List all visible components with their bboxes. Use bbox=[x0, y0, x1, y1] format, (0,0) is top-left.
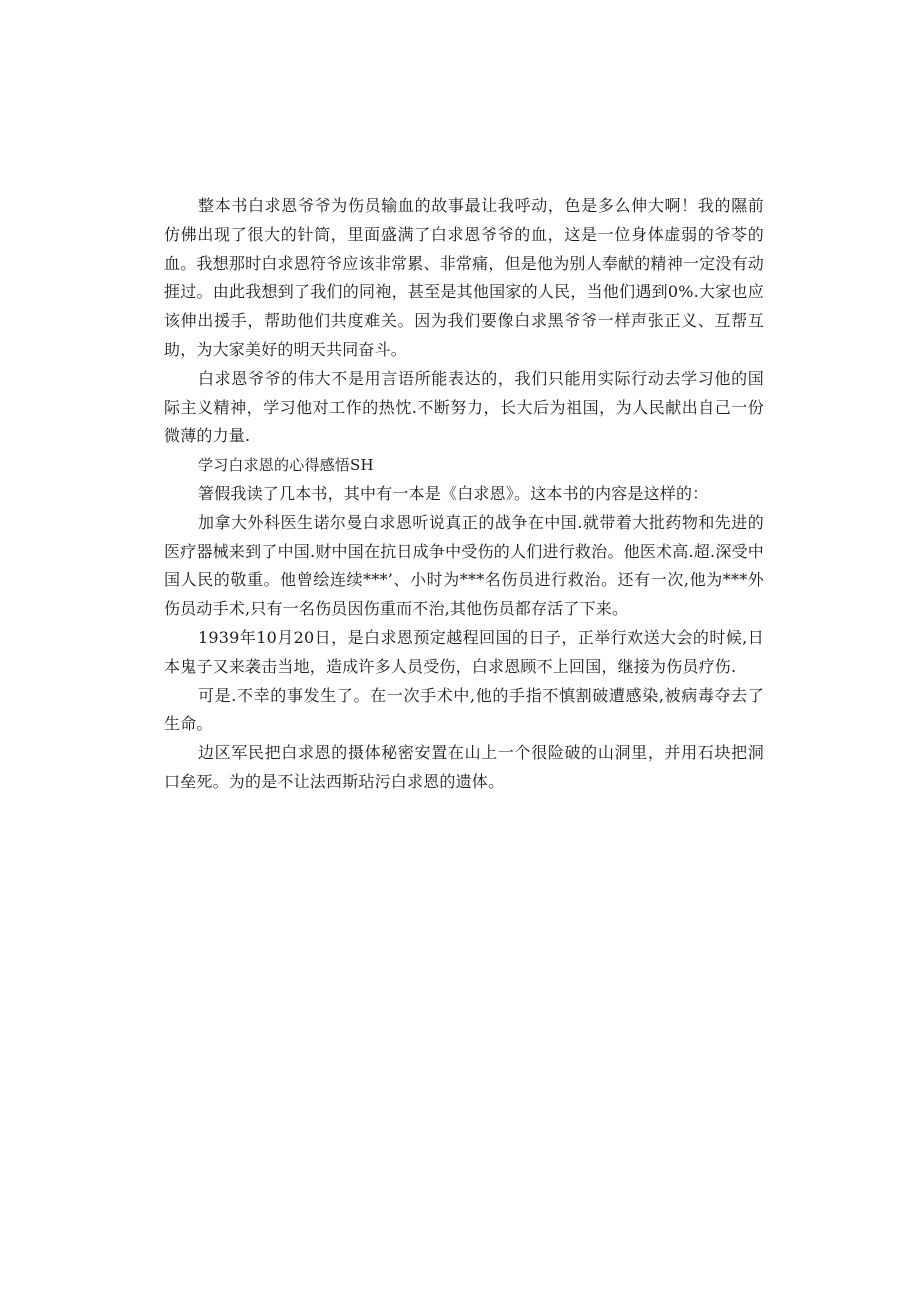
paragraph-blood-transfusion-story: 整本书白求恩爷爷为伤员输血的故事最让我呼动，色是多么伸大啊！我的隰前仿佛出现了很大的针筒，里面盛满了白求恩爷爷的血，这是一位身体虚弱的爷苓的血。我想那时白求恩符爷应该非常累、非常痛，但是他为别人奉献的精神一定没有动捱过。由此我想到了我们的同袍，甚至是其他国家的人民，当他们遇到0%.大家也应该伸出援手，帮助他们共度难关。因为我们要像白求黑爷爷一样声张正义、互帮互助，为大家美好的明天共同奋斗。 bbox=[164, 196, 764, 359]
paragraph-burial: 边区军民把白求恩的摄体秘密安置在山上一个很险破的山洞里，并用石块把洞口垒死。为的是不让法西斯玷污白求恩的遗体。 bbox=[164, 743, 764, 791]
paragraph-misfortune: 可是.不幸的事发生了。在一次手术中,他的手指不慎割破遭感染,被病毒夺去了生命。 bbox=[164, 685, 764, 734]
paragraph-summer-reading: 箸假我读了几本书，其中有一本是《白求恩》。这本书的内容是这样的： bbox=[198, 483, 709, 503]
paragraph-bethune-greatness: 白求恩爷爷的伟大不是用言语所能表达的，我们只能用实际行动去学习他的国际主义精神，学习他对工作的热忱.不断努力，长大后为祖国，为人民献出自己一份微薄的力量. bbox=[164, 368, 764, 446]
document-body bbox=[164, 192, 764, 797]
paragraph-1939-departure: 1939年10月20日，是白求恩预定越程回国的日子，正举行欢送大会的时候,日本鬼子又来袭击当地，造成许多人员受伤，白求恩顾不上回国，继接为伤员疗伤. bbox=[164, 627, 764, 676]
paragraph-bethune-in-china: 加拿大外科医生诺尔曼白求恩听说真正的战争在中国.就带着大批药物和先进的医疗器械来到了中国.财中国在抗日成争中受伤的人们进行救治。他医术高.超.深受中国人民的敬重。他曾绘连续***’、小时为***名伤员进行救治。还有一次,他为***外伤员动手术,只有一名伤员因伤重而不治,其他伤员都存活了下来。 bbox=[164, 512, 764, 619]
section-heading: 学习白求恩的心得感悟SH bbox=[198, 456, 374, 475]
